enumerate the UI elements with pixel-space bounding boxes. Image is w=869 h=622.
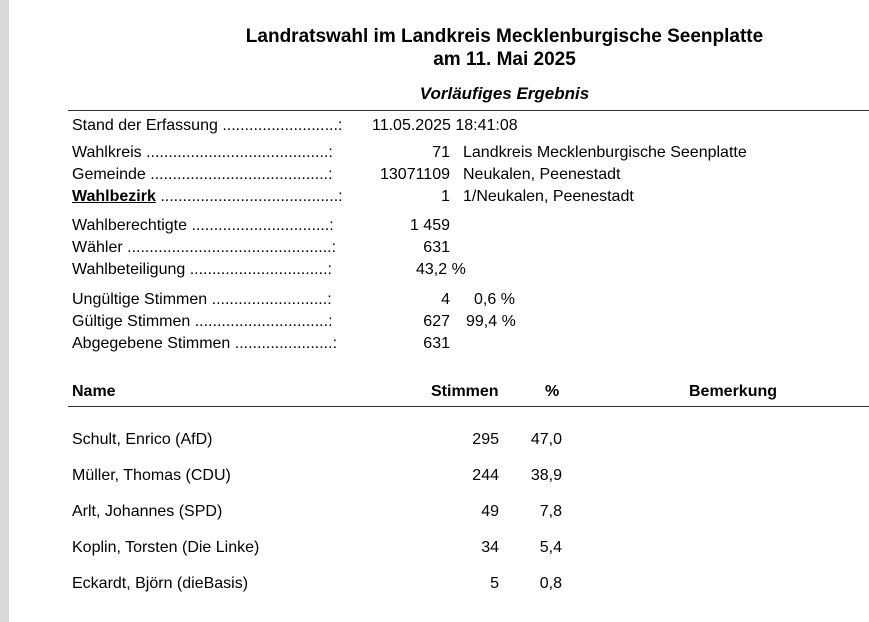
candidate-votes: 34 (481, 539, 499, 556)
divider-top (68, 110, 869, 111)
value-stand: 11.05.2025 18:41:08 (372, 117, 518, 134)
dots: ...............................: (187, 217, 334, 234)
label-wahlberechtigte: Wahlberechtigte (72, 217, 188, 234)
page-title: Landratswahl im Landkreis Mecklenburgische Seenplatte (245, 26, 764, 47)
value-ungueltige: 4 (441, 291, 450, 308)
value-wahlberechtigte: 1 459 (409, 217, 450, 234)
name-gemeinde: Neukalen, Peenestadt (463, 166, 621, 183)
candidate-percent: 38,9 (530, 467, 562, 484)
dots: ......................: (230, 335, 338, 352)
percent-gueltige: 99,4 % (466, 313, 516, 330)
header-percent: % (545, 383, 560, 400)
page-title-date: am 11. Mai 2025 (433, 49, 576, 70)
candidate-votes: 244 (472, 467, 499, 484)
dots: ..............................................: (122, 239, 337, 256)
candidate-votes: 49 (481, 503, 499, 520)
candidate-percent: 0,8 (539, 575, 562, 592)
label-wahlbezirk[interactable]: Wahlbezirk (72, 188, 156, 205)
label-gueltige: Gültige Stimmen (72, 313, 191, 330)
dots: .........................................: (141, 144, 333, 161)
code-gemeinde: 13071109 (380, 166, 450, 183)
dots: ...............................: (185, 261, 332, 278)
code-wahlkreis: 71 (432, 144, 450, 161)
dots: ........................................: (155, 188, 343, 205)
percent-ungueltige: 0,6 % (474, 291, 515, 308)
value-abgegebene: 631 (423, 335, 450, 352)
name-wahlkreis: Landkreis Mecklenburgische Seenplatte (463, 144, 747, 161)
candidate-votes: 5 (490, 575, 499, 592)
name-wahlbezirk: 1/Neukalen, Peenestadt (463, 188, 634, 205)
dots: ..............................: (190, 313, 333, 330)
candidate-name: Schult, Enrico (AfD) (72, 431, 213, 448)
candidate-votes: 295 (472, 431, 499, 448)
header-bemerkung: Bemerkung (689, 383, 778, 400)
header-stimmen: Stimmen (431, 383, 499, 400)
header-name: Name (72, 383, 116, 400)
candidate-percent: 47,0 (530, 431, 562, 448)
dots: ........................................: (145, 166, 333, 183)
label-wahlbeteiligung: Wahlbeteiligung (72, 261, 186, 278)
candidate-name: Eckardt, Björn (dieBasis) (72, 575, 249, 592)
dots: ..........................: (217, 117, 343, 134)
left-border (0, 0, 9, 622)
label-waehler: Wähler (72, 239, 123, 256)
label-wahlkreis: Wahlkreis (72, 144, 142, 161)
label-abgegebene: Abgegebene Stimmen (72, 335, 231, 352)
candidate-name: Koplin, Torsten (Die Linke) (72, 539, 260, 556)
candidate-name: Müller, Thomas (CDU) (72, 467, 231, 484)
value-waehler: 631 (423, 239, 450, 256)
candidate-percent: 5,4 (539, 539, 562, 556)
divider-table (68, 406, 869, 407)
candidate-name: Arlt, Johannes (SPD) (72, 503, 223, 520)
code-wahlbezirk: 1 (441, 188, 450, 205)
value-wahlbeteiligung: 43,2 % (416, 261, 466, 278)
candidate-percent: 7,8 (539, 503, 562, 520)
label-stand: Stand der Erfassung (72, 117, 218, 134)
page-subtitle: Vorläufiges Ergebnis (419, 84, 590, 103)
label-gemeinde: Gemeinde (72, 166, 146, 183)
label-ungueltige: Ungültige Stimmen (72, 291, 208, 308)
value-gueltige: 627 (423, 313, 450, 330)
dots: ..........................: (207, 291, 332, 308)
